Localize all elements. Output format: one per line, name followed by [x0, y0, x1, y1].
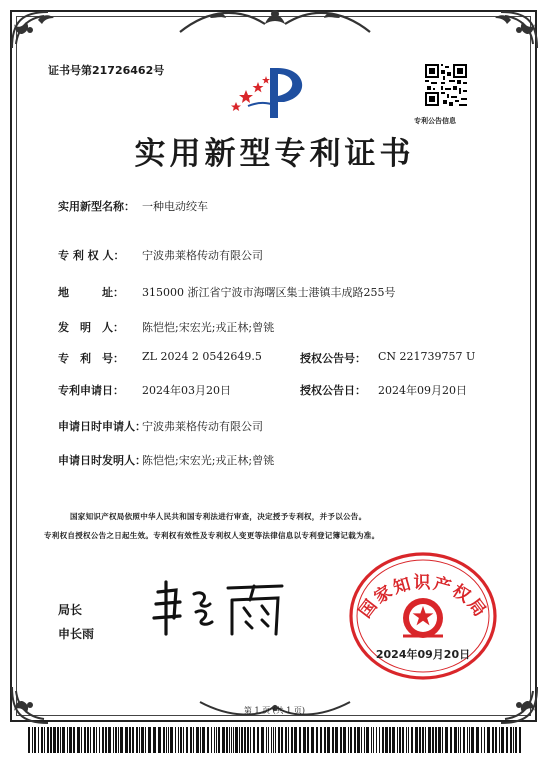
grant-date-label: 授权公告日： [300, 384, 366, 397]
utility-model-name-value: 一种电动绞车 [142, 200, 208, 213]
address-value: 315000 浙江省宁波市海曙区集士港镇丰成路255号 [142, 286, 396, 299]
notice-line-1: 国家知识产权局依照中华人民共和国专利法进行审查，决定授予专利权，并予以公告。 [70, 512, 367, 521]
inventor-at-filing-label: 申请日时发明人： [58, 454, 146, 467]
corner-ornament-icon [8, 8, 68, 52]
filing-date-value: 2024年03月20日 [142, 384, 231, 397]
inventor-label: 发 明 人： [58, 321, 124, 334]
page-title: 实用新型专利证书 [134, 136, 415, 172]
utility-model-name-label: 实用新型名称： [58, 200, 135, 213]
filing-date-label: 专利申请日： [58, 384, 124, 397]
grant-number-label: 授权公告号： [300, 352, 366, 365]
certificate-number: 证书号第21726462号 [48, 64, 165, 77]
seal-date: 2024年09月20日 [375, 648, 471, 661]
official-seal-icon [348, 552, 498, 680]
qr-code-icon [425, 64, 467, 106]
notice-line-2: 专利权自授权公告之日起生效。专利权有效性及专利权人变更等法律信息以专利登记簿记载为准。 [44, 531, 380, 540]
applicant-at-filing-label: 申请日时申请人： [58, 420, 146, 433]
top-flourish-icon [170, 4, 380, 38]
director-title: 局长 [58, 603, 83, 617]
address-label: 地 址： [58, 286, 124, 299]
signature-icon [150, 578, 290, 640]
patent-number-label: 专 利 号： [58, 352, 124, 365]
barcode-icon [28, 727, 521, 753]
inventor-value: 陈恺恺;宋宏光;戎正林;曾铫 [142, 321, 275, 334]
patentee-value: 宁波弗莱格传动有限公司 [142, 249, 263, 262]
qr-label: 专利公告信息 [414, 117, 456, 125]
grant-date-value: 2024年09月20日 [378, 384, 467, 397]
applicant-at-filing-value: 宁波弗莱格传动有限公司 [142, 420, 263, 433]
inventor-at-filing-value: 陈恺恺;宋宏光;戎正林;曾铫 [142, 454, 275, 467]
seal-text: 国家知识产权局 [355, 573, 491, 623]
cnipa-logo-icon [228, 62, 318, 122]
page-number: 第 1 页 (共 1 页) [243, 706, 306, 715]
director-name: 申长雨 [58, 627, 95, 641]
corner-ornament-icon [481, 8, 541, 52]
grant-number-value: CN 221739757 U [378, 350, 476, 363]
patent-number-value: ZL 2024 2 0542649.5 [142, 350, 262, 363]
patentee-label: 专 利 权 人： [58, 249, 125, 262]
